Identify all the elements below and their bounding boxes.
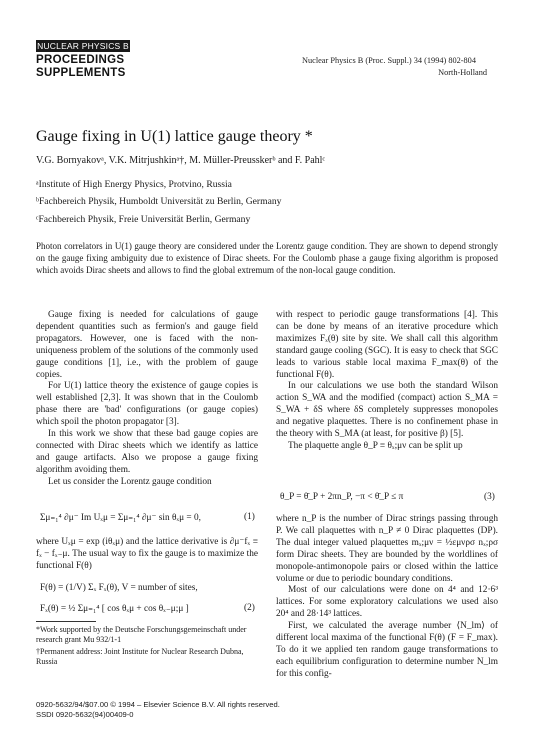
footnote-1: *Work supported by the Deutsche Forschungsgemeinschaft under research grant Mu 932/1-1	[36, 625, 247, 644]
equation-2a: F(θ) = (1/V) Σₓ Fₓ(θ), V = number of sites,	[40, 583, 198, 593]
left-paragraph-5-wrap	[36, 537, 258, 573]
paper-title: Gauge fixing in U(1) lattice gauge theory *	[36, 128, 313, 145]
left-paragraph-3: In this work we show that these bad gauge copies are connected with Dirac sheets which we identify as lattice and gauge artifacts. Also we propose a gauge fixing algorithm avoiding them.	[36, 429, 258, 475]
journal-series-banner: NUCLEAR PHYSICS B	[37, 41, 129, 51]
right-paragraph-6: First, we calculated the average number ⟨N_lm⟩ of different local maxima of the functional F(θ) (F = F_max). To do it we applied ten random gauge transformations to each equilibrium configuration to determine number N_lm for this config-	[276, 621, 498, 679]
right-paragraph-4: where n_P is the number of Dirac strings passing through P. We call plaquettes with n_P ≠ 0 Dirac plaquettes (DP). The dual integer valued plaquettes mₓ;μν = ½εμνρσ nₓ;ρσ form Dirac sheets. They are bounded by the worldlines of monopole-antimonopole pairs or closed within the lattice volume or due to periodic boundary conditions.	[276, 514, 498, 584]
equation-3: θ_P = θ̄_P + 2πn_P, −π < θ̄_P ≤ π	[280, 492, 404, 502]
equation-3-number: (3)	[484, 492, 495, 502]
ssdi-line: SSDI 0920-5632(94)00409-0	[36, 710, 134, 719]
footnote-2: †Permanent address: Joint Institute for Nuclear Research Dubna, Russia	[36, 647, 244, 666]
equation-1-number: (1)	[244, 512, 255, 522]
right-column-bottom	[276, 514, 498, 681]
equation-2b: Fₓ(θ) = ½ Σμ₌₁⁴ [ cos θₓμ + cos θₓ₋μ;μ ]	[40, 604, 189, 614]
journal-reference: Nuclear Physics B (Proc. Suppl.) 34 (1994) 802-804	[302, 56, 476, 65]
affiliation-c: ᶜFachbereich Physik, Freie Universität Berlin, Germany	[36, 214, 251, 225]
proceedings-label: PROCEEDINGS	[36, 54, 125, 66]
left-column	[36, 310, 258, 489]
footnote-rule	[36, 621, 96, 622]
left-paragraph-5: where Uₓμ = exp (iθₓμ) and the lattice derivative is ∂μ⁻fₓ ≡ fₓ − fₓ₋μ. The usual way to fix the gauge is to maximize the functional F(θ)	[36, 537, 258, 571]
author-list: V.G. Bornyakovᵃ, V.K. Mitrjushkinᵃ†, M. Müller-Preusskerᵇ and F. Pahlᶜ	[36, 155, 326, 166]
equation-2-number: (2)	[244, 603, 255, 613]
publisher: North-Holland	[438, 68, 487, 77]
right-paragraph-5: Most of our calculations were done on 4⁴ and 12·6³ lattices. For some exploratory calculations we used also 20⁴ and 28·14³ lattices.	[276, 585, 498, 620]
equation-1: Σμ₌₁⁴ ∂μ⁻ Im Uₓμ = Σμ₌₁⁴ ∂μ⁻ sin θₓμ = 0,	[40, 513, 201, 523]
affiliation-a: ᵃInstitute of High Energy Physics, Protvino, Russia	[36, 179, 232, 190]
right-paragraph-2: In our calculations we use both the standard Wilson action S_WA and the modified (compact) action S_MA = S_WA + δS where δS completely suppresses monopoles and negative plaquettes. There is no confinement phase in the theory with S_MA (at least, for positive β) [5].	[276, 381, 498, 440]
affiliation-b: ᵇFachbereich Physik, Humboldt Universität zu Berlin, Germany	[36, 196, 282, 207]
copyright-line: 0920-5632/94/$07.00 © 1994 – Elsevier Science B.V. All rights reserved.	[36, 700, 280, 709]
right-paragraph-3: The plaquette angle θ_P ≡ θₓ;μν can be split up	[288, 440, 463, 451]
copyright-block	[36, 700, 280, 720]
left-paragraph-4: Let us consider the Lorentz gauge condition	[48, 476, 212, 487]
right-paragraph-1: with respect to periodic gauge transformations [4]. This can be done by means of an iterative procedure which maximizes Fₓ(θ) site by site. We shall call this algorithm standard gauge cooling (SGC). It is easy to check that SGC leads to various stable local maxima F_max(θ) of the functional F(θ).	[276, 310, 498, 380]
left-paragraph-2: For U(1) lattice theory the existence of gauge copies is well established [2,3]. It was shown that in the Coulomb phase there are 'bad' configurations (or gauge copies) which spoil the photon propagator [3].	[36, 381, 258, 428]
left-paragraph-1: Gauge fixing is needed for calculations of gauge dependent quantities such as fermion's and gauge field propagators. However, one is faced with the non-uniqueness problem of the solutions of the commonly used gauge conditions [1], i.e., with the problem of gauge copies.	[36, 310, 258, 380]
supplements-label: SUPPLEMENTS	[36, 67, 126, 79]
right-column-top	[276, 310, 498, 453]
abstract: Photon correlators in U(1) gauge theory are considered under the Lorentz gauge condition. They are shown to depend strongly on the gauge fixing ambiguity due to existence of Dirac sheets. For the Coulomb phase a gauge fixing algorithm is proposed which avoids Dirac sheets and allows to find the global extremum of the non-local gauge condition.	[36, 241, 498, 275]
